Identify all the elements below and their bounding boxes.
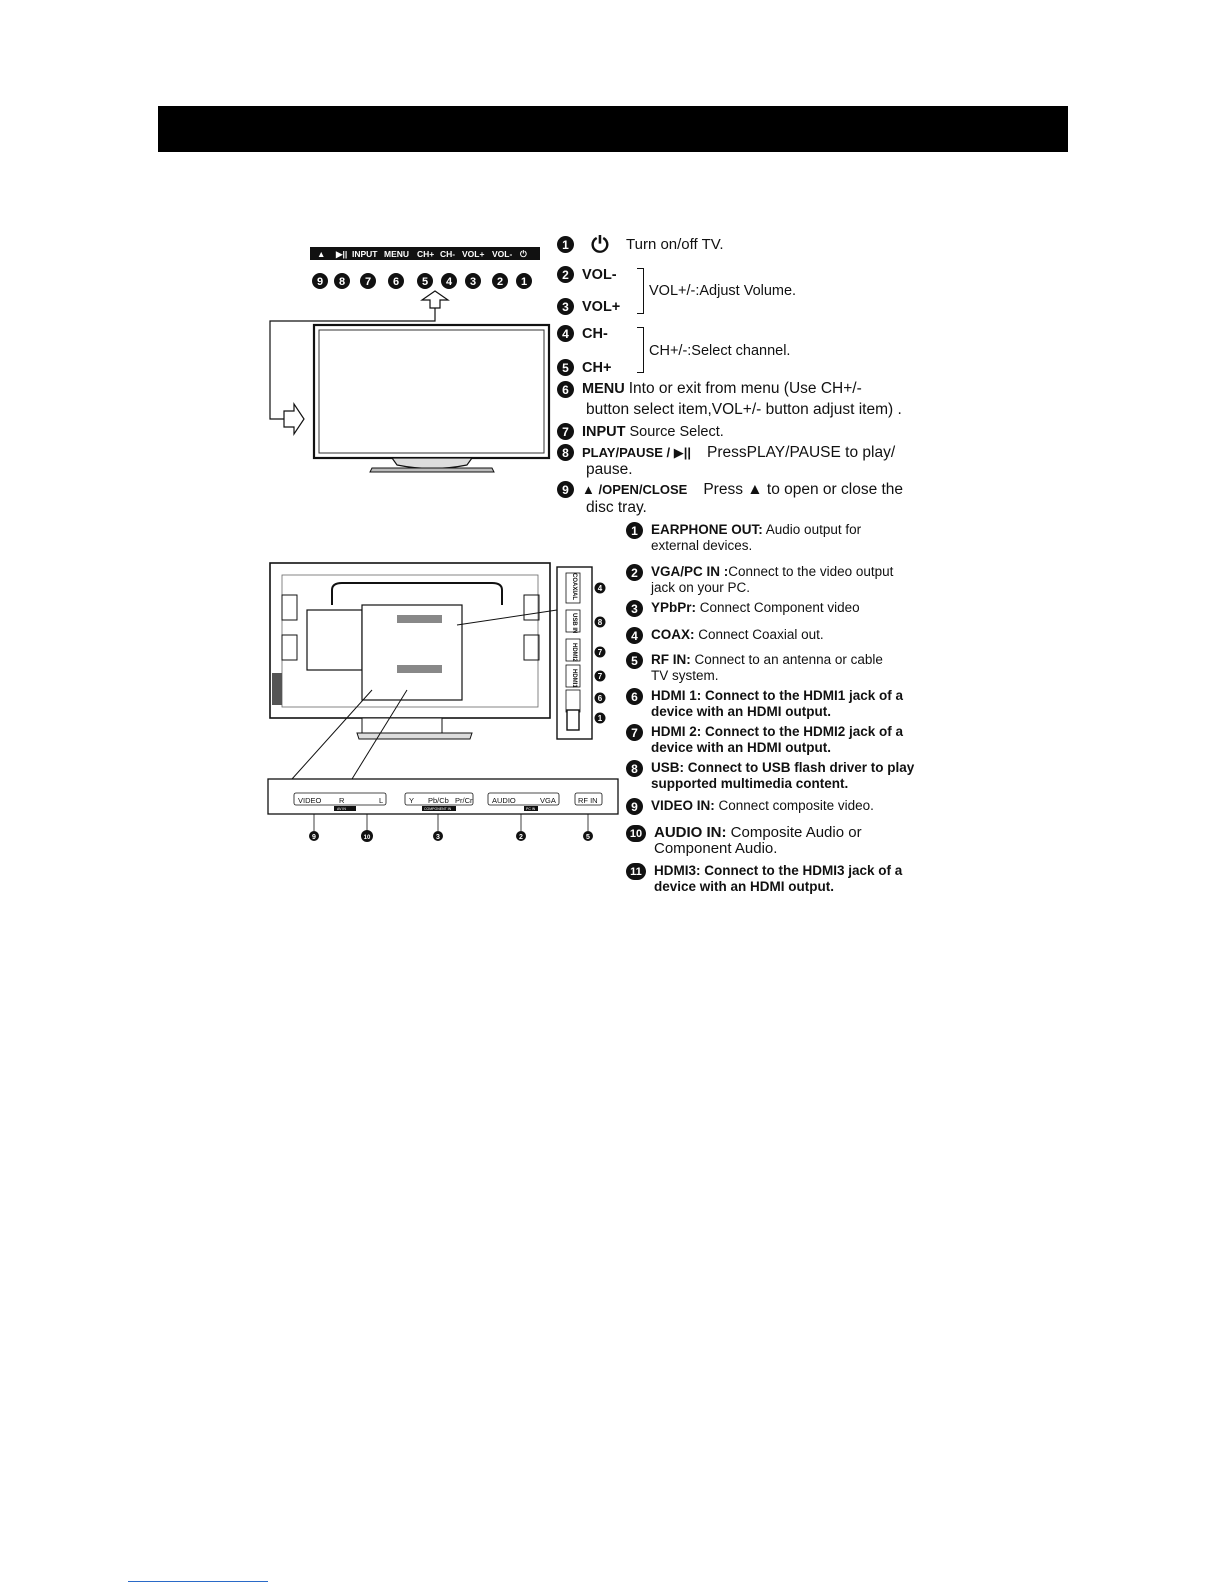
side-num-4: 4: [597, 584, 603, 593]
strip-num-3: 3: [436, 834, 440, 841]
front-item-5-key: CH+: [582, 359, 612, 376]
strip-num-2: 2: [496, 276, 504, 288]
section-header-bar: [158, 106, 1068, 152]
front-item-6-text: Into or exit from menu (Use CH+/-: [628, 380, 862, 397]
side-num-7b: 7: [597, 672, 603, 681]
strip-label-volminus: VOL-: [492, 249, 513, 259]
strip-num-2: 2: [519, 834, 523, 841]
channel-group-text: CH+/-:Select channel.: [649, 343, 791, 359]
strip-rfin: RF IN: [578, 796, 598, 805]
rear-item-11: [626, 863, 961, 895]
rear-item-5: [626, 652, 961, 684]
front-item-7: [557, 423, 724, 440]
channel-bracket: [637, 327, 644, 373]
rear-item-5-key: RF IN:: [651, 652, 691, 667]
rear-item-1-text: Audio output for: [765, 522, 862, 537]
rear-item-10-text: Composite Audio or: [730, 824, 862, 841]
strip-l: L: [379, 796, 384, 805]
rear-item-10-text2: Component Audio.: [654, 840, 778, 857]
strip-num-9: 9: [316, 276, 324, 288]
front-item-4: [557, 325, 608, 342]
strip-num-1: 1: [520, 276, 528, 288]
rear-item-8-text: Connect to USB flash driver to play: [687, 760, 915, 775]
strip-label-input: INPUT: [352, 249, 378, 259]
strip-label-power: ⏻: [520, 249, 527, 259]
power-icon: ⏻: [591, 231, 609, 257]
rear-item-10: [626, 825, 961, 857]
front-item-1: [557, 231, 724, 257]
rear-item-1: [626, 522, 961, 554]
strip-prcr: Pr/Cr: [455, 796, 473, 805]
footer-line: [128, 1581, 268, 1582]
front-item-8-text: PressPLAY/PAUSE to play/: [707, 443, 896, 461]
num-badge: 9: [557, 481, 574, 498]
num-badge: 8: [626, 760, 643, 777]
front-item-6-text2: button select item,VOL+/- button adjust item) .: [586, 401, 902, 418]
front-item-9-key: ▲ /OPEN/CLOSE: [582, 481, 688, 497]
volume-bracket: [637, 268, 644, 314]
strip-label-menu: MENU: [384, 249, 410, 259]
strip-num-3: 3: [469, 276, 477, 288]
rear-item-9: [626, 798, 961, 815]
num-badge: 3: [626, 600, 643, 617]
num-badge: 4: [557, 325, 574, 342]
strip-video: VIDEO: [298, 796, 322, 805]
num-badge: 1: [557, 236, 574, 253]
num-badge: 5: [557, 359, 574, 376]
rear-item-7-text2: device with an HDMI output.: [651, 740, 832, 755]
num-badge: 2: [557, 266, 574, 283]
rear-item-3: [626, 600, 961, 617]
rear-item-6: [626, 688, 961, 720]
side-label-hdmi1: HDMI1: [571, 669, 577, 688]
strip-label-chminus: CH-: [440, 249, 456, 259]
rear-item-7-key: HDMI 2:: [651, 724, 702, 739]
strip-num-6: 6: [392, 276, 400, 288]
rear-item-6-text: Connect to the HDMI1 jack of a: [705, 688, 904, 703]
side-num-7a: 7: [597, 648, 603, 657]
up-arrow-icon: [422, 291, 448, 308]
rear-item-1-text2: external devices.: [651, 538, 753, 553]
rear-item-4: [626, 627, 961, 644]
num-badge: 3: [557, 298, 574, 315]
rear-item-5-text: Connect to an antenna or cable: [694, 652, 883, 667]
num-badge: 9: [626, 798, 643, 815]
rear-item-3-key: YPbPr:: [651, 600, 697, 615]
front-item-8-key: PLAY/PAUSE / ▶||: [582, 444, 692, 460]
rear-item-2-text: Connect to the video output: [728, 564, 894, 579]
strip-avin: AV IN: [337, 807, 346, 811]
strip-num-10: 10: [363, 835, 371, 841]
num-badge: 6: [557, 381, 574, 398]
rear-item-11-key: HDMI3:: [654, 863, 701, 878]
num-badge: 7: [557, 423, 574, 440]
front-item-5: [557, 359, 611, 376]
rear-item-11-text: Connect to the HDMI3 jack of a: [704, 863, 903, 878]
side-num-8: 8: [597, 618, 603, 627]
front-item-1-text: Turn on/off TV.: [626, 235, 724, 253]
front-item-8: [557, 444, 895, 461]
front-item-2-key: VOL-: [582, 266, 617, 283]
front-item-6: [557, 381, 862, 398]
rear-item-9-key: VIDEO IN:: [651, 798, 715, 813]
num-badge: 11: [626, 863, 646, 880]
rear-item-4-text: Connect Coaxial out.: [698, 627, 824, 642]
strip-label-volplus: VOL+: [462, 249, 485, 259]
side-num-6: 6: [597, 694, 603, 703]
strip-num-5: 5: [586, 834, 590, 841]
rear-item-3-text: Connect Component video: [699, 600, 860, 615]
strip-component-in: COMPONENT IN: [424, 807, 452, 811]
side-label-hdmi2: HDMI2: [571, 643, 577, 662]
side-num-1: 1: [597, 714, 603, 723]
num-badge: 4: [626, 627, 643, 644]
strip-label-play: ▶||: [336, 249, 348, 259]
rear-item-7-text: Connect to the HDMI2 jack of a: [705, 724, 904, 739]
rear-items-list: [626, 522, 961, 895]
front-item-7-text: Source Select.: [629, 423, 724, 440]
rear-item-5-text2: TV system.: [651, 668, 719, 683]
rear-item-4-key: COAX:: [651, 627, 695, 642]
rear-item-8-key: USB:: [651, 760, 684, 775]
rear-tv-illustration: [262, 555, 627, 855]
front-item-8-text2: pause.: [586, 461, 633, 478]
strip-num-7: 7: [364, 276, 372, 288]
rear-item-10-key: AUDIO IN:: [654, 824, 727, 841]
strip-pcin: PC IN: [526, 807, 536, 811]
rear-item-11-text2: device with an HDMI output.: [654, 879, 835, 894]
front-item-9-text: Press ▲ to open or close the: [703, 480, 904, 498]
num-badge: 6: [626, 688, 643, 705]
side-label-coaxial: COAXIAL: [571, 573, 577, 600]
rear-item-6-text2: device with an HDMI output.: [651, 704, 832, 719]
num-badge: 2: [626, 564, 643, 581]
rear-item-6-key: HDMI 1:: [651, 688, 702, 703]
rear-item-9-text: Connect composite video.: [718, 798, 874, 813]
strip-num-9: 9: [312, 834, 316, 841]
front-item-3-key: VOL+: [582, 298, 621, 315]
volume-group-text: VOL+/-:Adjust Volume.: [649, 283, 797, 299]
rear-item-2: [626, 564, 961, 596]
front-item-9: [557, 481, 903, 498]
strip-vga: VGA: [540, 796, 556, 805]
num-badge: 7: [626, 724, 643, 741]
strip-num-5: 5: [421, 276, 429, 288]
rear-item-2-text2: jack on your PC.: [651, 580, 751, 595]
num-badge: 1: [626, 522, 643, 539]
num-badge: 10: [626, 825, 646, 842]
rear-item-1-key: EARPHONE OUT:: [651, 522, 763, 537]
num-badge: 5: [626, 652, 643, 669]
front-item-9-text2: disc tray.: [586, 499, 647, 516]
strip-pbcb: Pb/Cb: [428, 796, 449, 805]
num-badge: 8: [557, 444, 574, 461]
strip-y: Y: [409, 796, 415, 805]
rear-item-2-key: VGA/PC IN :: [651, 564, 729, 579]
front-item-4-key: CH-: [582, 325, 608, 342]
rear-item-8: [626, 760, 961, 792]
strip-label-chplus: CH+: [417, 249, 435, 259]
strip-num-4: 4: [445, 276, 453, 288]
strip-num-8: 8: [338, 276, 346, 288]
front-item-2: [557, 266, 617, 283]
front-item-6-key: MENU: [582, 381, 625, 397]
rear-item-7: [626, 724, 961, 756]
front-item-7-key: INPUT: [582, 423, 626, 440]
front-tv-illustration: [262, 244, 562, 476]
right-arrow-icon: [284, 404, 304, 434]
front-item-3: [557, 298, 620, 315]
strip-audio: AUDIO: [492, 796, 516, 805]
side-label-usb: USB IN: [571, 613, 577, 634]
strip-r: R: [339, 796, 345, 805]
strip-label-eject: ▲: [317, 249, 326, 259]
rear-item-8-text2: supported multimedia content.: [651, 776, 849, 791]
